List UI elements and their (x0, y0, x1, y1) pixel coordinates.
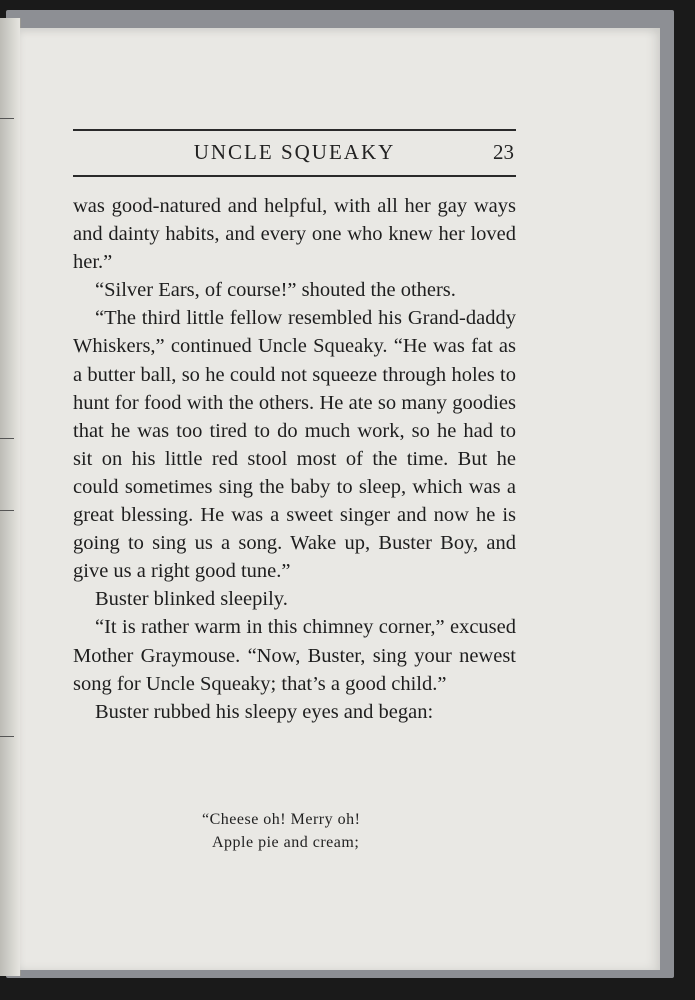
page-number: 23 (493, 140, 514, 164)
paragraph: Buster blinked sleepily. (95, 588, 288, 611)
facing-page-rule (0, 118, 14, 119)
facing-page-edge (0, 18, 21, 976)
paragraph: Buster rubbed his sleepy eyes and began: (95, 700, 434, 723)
body-text (73, 192, 516, 726)
running-header (73, 129, 516, 177)
paragraph: “It is rather warm in this chimney corner,” excused Mother Graymouse. “Now, Buster, sing your newest song for Uncle Squeaky; that’s a good child.” (73, 616, 516, 695)
facing-page-rule (0, 510, 14, 511)
paragraph: “The third little fellow resembled his Grand-daddy Whiskers,” continued Uncle Squeaky. “He was fat as a butter ball, so he could not squeeze through holes to hunt for food with the others. He ate so many goodies that he was too tired to do much work, so he had to sit on his little red stool most of the time. But he could sometimes sing the baby to sleep, which was a great blessing. He was a sweet singer and now he is going to sing us a song. Wake up, Buster Boy, and give us a right good tune.” (73, 307, 516, 583)
running-title: UNCLE SQUEAKY (193, 140, 396, 164)
facing-page-rule (0, 736, 14, 737)
book-page (20, 28, 660, 970)
paragraph: “Silver Ears, of course!” shouted the others. (95, 279, 456, 302)
song-verse (202, 808, 360, 854)
verse-line: “Cheese oh! Merry oh! (202, 811, 361, 828)
verse-line: Apple pie and cream; (212, 834, 360, 851)
facing-page-rule (0, 438, 14, 439)
paragraph: was good-natured and helpful, with all her gay ways and dainty habits, and every one who knew her loved her.” (73, 195, 516, 274)
